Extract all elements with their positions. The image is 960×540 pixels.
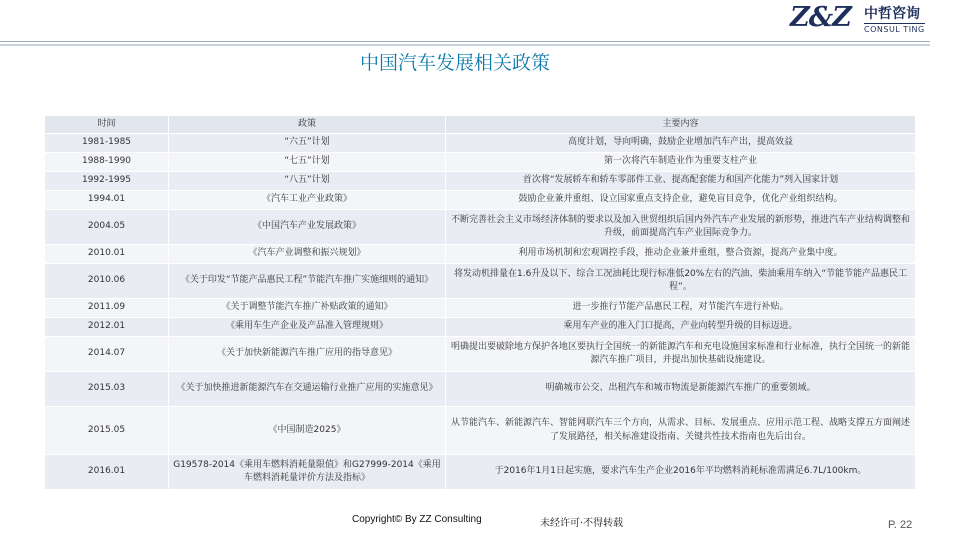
cell-content: 不断完善社会主义市场经济体制的要求以及加入世贸组织后国内外汽车产业发展的新形势，推进汽车产业结构调整和升级，前面提高汽车产业国际竞争力。 <box>446 210 916 245</box>
cell-policy: 《关于印发“节能产品惠民工程”节能汽车推广实施细则的通知》 <box>169 264 446 299</box>
table-row <box>45 455 916 490</box>
page-number: P. 22 <box>888 519 913 531</box>
cell-content: 从节能汽车、新能源汽车、智能网联汽车三个方向，从需求、目标、发展重点、应用示范工程、战略支撑五方面阐述了发展路径，相关标准建设指南、关键共性技术指南也先后出台。 <box>446 407 916 455</box>
column-header-content: 主要内容 <box>446 116 916 134</box>
reprint-notice: 未经许可·不得转载 <box>540 518 624 529</box>
cell-time: 2010.01 <box>45 245 169 264</box>
table-row <box>45 372 916 407</box>
cell-time: 1981-1985 <box>45 134 169 153</box>
logo-english-name: CONSUL TING <box>864 25 925 34</box>
cell-content: 乘用车产业的准入门口提高，产业向转型升级的目标迈进。 <box>446 318 916 337</box>
cell-policy: 《关于加快推进新能源汽车在交通运输行业推广应用的实施意见》 <box>169 372 446 407</box>
table-row <box>45 299 916 318</box>
cell-time: 1992-1995 <box>45 172 169 191</box>
cell-time: 2012.01 <box>45 318 169 337</box>
cell-policy: G19578-2014《乘用车燃料消耗量限值》和G27999-2014《乘用车燃料消耗量评价方法及指标》 <box>169 455 446 490</box>
cell-policy: 《汽车产业调整和振兴规划》 <box>169 245 446 264</box>
cell-content: 高度计划，导向明确，鼓励企业增加汽车产出，提高效益 <box>446 134 916 153</box>
cell-time: 1994.01 <box>45 191 169 210</box>
cell-content: 进一步推行节能产品惠民工程，对节能汽车进行补贴。 <box>446 299 916 318</box>
policy-table <box>44 115 916 490</box>
cell-time: 2004.05 <box>45 210 169 245</box>
cell-policy: 《关于调整节能汽车推广补贴政策的通知》 <box>169 299 446 318</box>
cell-content: 第一次将汽车制造业作为重要支柱产业 <box>446 153 916 172</box>
cell-content: 利用市场机制和宏观调控手段，推动企业兼并重组，整合资源，提高产业集中度。 <box>446 245 916 264</box>
cell-time: 2011.09 <box>45 299 169 318</box>
logo-mark: Z&Z <box>790 2 851 33</box>
table-row <box>45 134 916 153</box>
page-title: 中国汽车发展相关政策 <box>359 52 550 74</box>
cell-time: 2015.05 <box>45 407 169 455</box>
header-rule-accent <box>0 44 930 46</box>
table-row <box>45 264 916 299</box>
cell-time: 2010.06 <box>45 264 169 299</box>
cell-time: 2015.03 <box>45 372 169 407</box>
cell-content: 将发动机排量在1.6升及以下、综合工况油耗比现行标准低20%左右的汽油、柴油乘用车纳入“节能节能产品惠民工程”。 <box>446 264 916 299</box>
header-rule <box>0 41 930 42</box>
cell-policy: “七五”计划 <box>169 153 446 172</box>
cell-policy: 《中国制造2025》 <box>169 407 446 455</box>
cell-policy: 《中国汽车产业发展政策》 <box>169 210 446 245</box>
cell-time: 2016.01 <box>45 455 169 490</box>
cell-policy: 《关于加快新能源汽车推广应用的指导意见》 <box>169 337 446 372</box>
cell-content: 首次将“发展轿车和轿车零部件工业、提高配套能力和国产化能力”列入国家计划 <box>446 172 916 191</box>
cell-time: 2014.07 <box>45 337 169 372</box>
table-row <box>45 172 916 191</box>
company-logo <box>790 2 940 38</box>
table-row <box>45 153 916 172</box>
cell-policy: 《乘用车生产企业及产品准入管理规则》 <box>169 318 446 337</box>
cell-policy: 《汽车工业产业政策》 <box>169 191 446 210</box>
table-row <box>45 407 916 455</box>
column-header-time: 时间 <box>45 116 169 134</box>
copyright-text: Copyright© By ZZ Consulting <box>352 514 482 525</box>
table-header-row <box>45 116 916 134</box>
cell-content: 鼓励企业兼并重组、设立国家重点支持企业，避免盲目竞争，优化产业组织结构。 <box>446 191 916 210</box>
table-row <box>45 245 916 264</box>
table-row <box>45 318 916 337</box>
table-row <box>45 210 916 245</box>
table-row <box>45 191 916 210</box>
cell-policy: “六五”计划 <box>169 134 446 153</box>
cell-time: 1988-1990 <box>45 153 169 172</box>
logo-chinese-name: 中哲咨询 <box>864 6 920 22</box>
table-row <box>45 337 916 372</box>
cell-content: 明确提出要破除地方保护各地区要执行全国统一的新能源汽车和充电设施国家标准和行业标准，执行全国统一的新能源汽车推广项目，并提出加快基础设施建设。 <box>446 337 916 372</box>
cell-content: 明确城市公交、出租汽车和城市物流是新能源汽车推广的重要领域。 <box>446 372 916 407</box>
cell-content: 于2016年1月1日起实施，要求汽车生产企业2016年平均燃料消耗标准需满足6.7L/100km。 <box>446 455 916 490</box>
column-header-policy: 政策 <box>169 116 446 134</box>
cell-policy: “八五”计划 <box>169 172 446 191</box>
